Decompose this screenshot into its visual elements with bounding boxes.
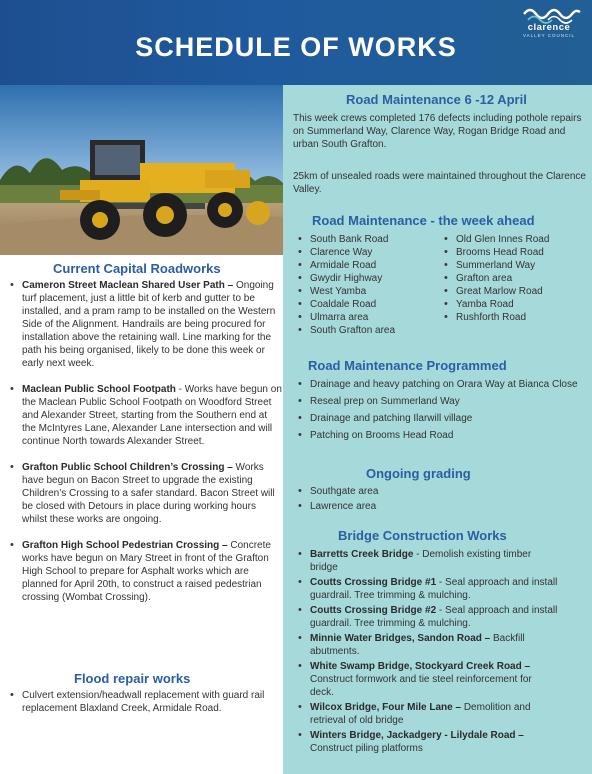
list-item: • Rushforth Road bbox=[442, 311, 572, 324]
logo-subtitle: VALLEY COUNCIL bbox=[522, 33, 576, 38]
list-item: • South Grafton area bbox=[296, 324, 436, 337]
list-item: • South Bank Road bbox=[296, 233, 436, 246]
bridge-works-list bbox=[296, 548, 558, 755]
bridge-works-heading: Bridge Construction Works bbox=[338, 528, 507, 543]
ongoing-grading-heading: Ongoing grading bbox=[366, 466, 471, 481]
list-item: • Grafton High School Pedestrian Crossing – Concrete works have begun on Mary Street in front of the Grafton High School to prepare for Asphalt works which are planned for April 20th, to construct a raised pedestrian crossing (Wombat Crossing). bbox=[8, 539, 283, 604]
page-title: SCHEDULE OF WORKS bbox=[135, 32, 457, 62]
programmed-list bbox=[296, 378, 584, 442]
ongoing-grading-list bbox=[296, 485, 576, 513]
list-item: • West Yamba bbox=[296, 285, 436, 298]
list-item: • Minnie Water Bridges, Sandon Road – Backfill abutments. bbox=[296, 632, 558, 658]
list-item: • Coaldale Road bbox=[296, 298, 436, 311]
capital-roadworks-list bbox=[8, 279, 283, 604]
road-maintenance-summary: This week crews completed 176 defects including pothole repairs on Summerland Way, Clarence Way, Rogan Bridge Road and urban South Grafton. bbox=[293, 113, 582, 150]
list-item: • Culvert extension/headwall replacement with guard rail replacement Blaxland Creek, Armidale Road. bbox=[8, 689, 268, 715]
week-ahead-list-left bbox=[296, 233, 436, 337]
list-item: • Drainage and heavy patching on Orara Way at Bianca Close bbox=[296, 378, 584, 391]
unsealed-roads-summary: 25km of unsealed roads were maintained throughout the Clarence Valley. bbox=[293, 171, 586, 195]
capital-roadworks-heading: Current Capital Roadworks bbox=[53, 261, 221, 276]
list-item: • Old Glen Innes Road bbox=[442, 233, 572, 246]
list-item: • Ulmarra area bbox=[296, 311, 436, 324]
list-item: • Cameron Street Maclean Shared User Path – Ongoing turf placement, just a little bit of kerb and gutter to be installed, and a pram ramp to be installed on the Western Side of the Alignment. Handrails are being procured for installation above the retaining wall. Line marking for the path his being organised, likely to be done this week or early next week. bbox=[8, 279, 283, 370]
week-ahead-heading: Road Maintenance - the week ahead bbox=[312, 213, 535, 228]
list-item: • Summerland Way bbox=[442, 259, 572, 272]
list-item: • Coutts Crossing Bridge #2 - Seal approach and install guardrail. Tree trimming & mulching. bbox=[296, 604, 558, 630]
list-item: • Great Marlow Road bbox=[442, 285, 572, 298]
list-item: • Barretts Creek Bridge - Demolish existing timber bridge bbox=[296, 548, 558, 574]
header-banner bbox=[0, 0, 592, 85]
list-item: • Drainage and patching Ilarwill village bbox=[296, 412, 584, 425]
logo-wordmark: clarence bbox=[527, 22, 571, 33]
list-item: • Southgate area bbox=[296, 485, 576, 498]
list-item: • Yamba Road bbox=[442, 298, 572, 311]
list-item: • Winters Bridge, Jackadgery - Lilydale Road – Construct piling platforms bbox=[296, 729, 558, 755]
list-item: • Patching on Brooms Head Road bbox=[296, 429, 584, 442]
road-grader-photo bbox=[0, 85, 283, 255]
list-item: • Grafton Public School Children’s Crossing – Works have begun on Bacon Street to upgrade the existing Children’s Crossing to a safer standard. Bacon Street will be closed with Detours in place during working hours whilst these works are ongoing. bbox=[8, 461, 283, 526]
list-item: • Maclean Public School Footpath - Works have begun on the Maclean Public School Footpath on Woodford Street and Alexander Street, starting from the Southern end at the McIntyres Lane, Alexander Lane intersection and will continue North towards Alexander Street. bbox=[8, 383, 283, 448]
flood-repair-list bbox=[8, 689, 268, 715]
list-item: • Clarence Way bbox=[296, 246, 436, 259]
list-item: • Lawrence area bbox=[296, 500, 576, 513]
programmed-heading: Road Maintenance Programmed bbox=[308, 358, 507, 373]
list-item: • Reseal prep on Summerland Way bbox=[296, 395, 584, 408]
list-item: • Gwydir Highway bbox=[296, 272, 436, 285]
week-ahead-list-right bbox=[442, 233, 572, 324]
flood-repair-heading: Flood repair works bbox=[74, 671, 191, 686]
list-item: • Grafton area bbox=[442, 272, 572, 285]
list-item: • Armidale Road bbox=[296, 259, 436, 272]
list-item: • Wilcox Bridge, Four Mile Lane – Demolition and retrieval of old bridge bbox=[296, 701, 558, 727]
list-item: • Brooms Head Road bbox=[442, 246, 572, 259]
road-maintenance-heading: Road Maintenance 6 -12 April bbox=[346, 92, 527, 107]
list-item: • White Swamp Bridge, Stockyard Creek Road – Construct formwork and tie steel reinforcement for deck. bbox=[296, 660, 558, 699]
list-item: • Coutts Crossing Bridge #1 - Seal approach and install guardrail. Tree trimming & mulching. bbox=[296, 576, 558, 602]
